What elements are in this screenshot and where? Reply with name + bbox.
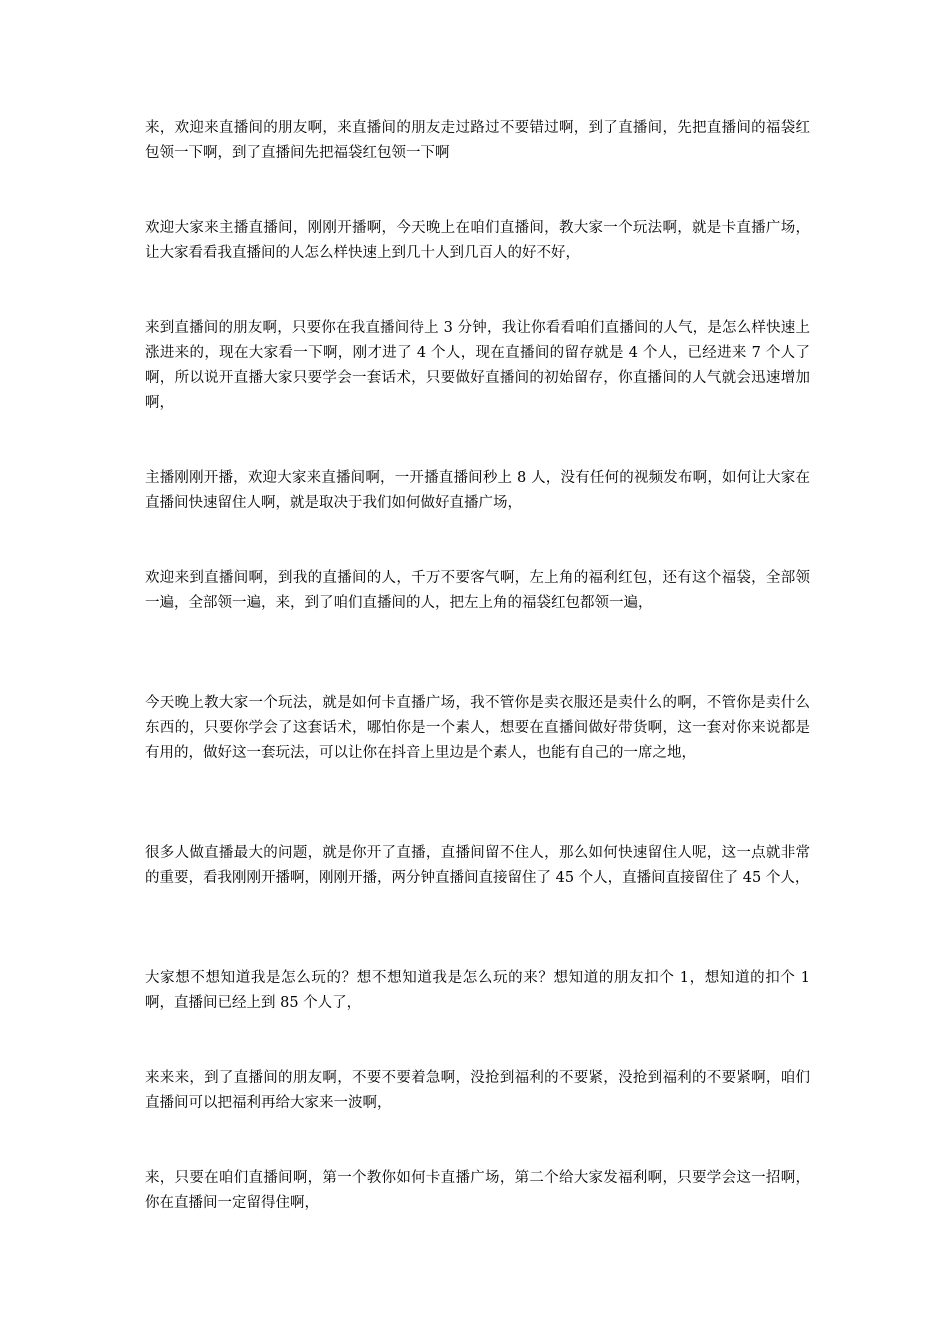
paragraph-4: 主播刚刚开播，欢迎大家来直播间啊，一开播直播间秒上 8 人，没有任何的视频发布啊，如何让大家在直播间快速留住人啊，就是取决于我们如何做好直播广场，	[145, 470, 810, 511]
paragraph-7: 很多人做直播最大的问题，就是你开了直播，直播间留不住人，那么如何快速留住人呢，这一点就非常的重要，看我刚刚开播啊，刚刚开播，两分钟直播间直接留住了 45 个人，直播间直接留住了 45 个人，	[145, 845, 810, 886]
paragraph-8: 大家想不想知道我是怎么玩的？想不想知道我是怎么玩的来？想知道的朋友扣个 1，想知道的扣个 1 啊，直播间已经上到 85 个人了，	[145, 970, 810, 1011]
paragraph-9: 来来来，到了直播间的朋友啊，不要不要着急啊，没抢到福利的不要紧，没抢到福利的不要紧啊，咱们直播间可以把福利再给大家来一波啊，	[145, 1070, 810, 1111]
paragraph-6: 今天晚上教大家一个玩法，就是如何卡直播广场，我不管你是卖衣服还是卖什么的啊，不管你是卖什么东西的，只要你学会了这套话术，哪怕你是一个素人，想要在直播间做好带货啊，这一套对你来说都是有用的，做好这一套玩法，可以让你在抖音上里边是个素人，也能有自己的一席之地，	[145, 695, 810, 761]
paragraph-2: 欢迎大家来主播直播间，刚刚开播啊，今天晚上在咱们直播间，教大家一个玩法啊，就是卡直播广场，让大家看看我直播间的人怎么样快速上到几十人到几百人的好不好，	[145, 220, 810, 261]
paragraph-3: 来到直播间的朋友啊，只要你在我直播间待上 3 分钟，我让你看看咱们直播间的人气，是怎么样快速上涨进来的，现在大家看一下啊，刚才进了 4 个人，现在直播间的留存就是 4 个人，已经进来 7 个人了啊，所以说开直播大家只要学会一套话术，只要做好直播间的初始留存，你直播间的人气就会迅速增加啊，	[145, 320, 810, 411]
paragraph-1: 来，欢迎来直播间的朋友啊，来直播间的朋友走过路过不要错过啊，到了直播间，先把直播间的福袋红包领一下啊，到了直播间先把福袋红包领一下啊	[145, 120, 810, 161]
paragraph-5: 欢迎来到直播间啊，到我的直播间的人，千万不要客气啊，左上角的福利红包，还有这个福袋，全部领一遍，全部领一遍，来，到了咱们直播间的人，把左上角的福袋红包都领一遍，	[145, 570, 810, 611]
paragraph-10: 来，只要在咱们直播间啊，第一个教你如何卡直播广场，第二个给大家发福利啊，只要学会这一招啊，你在直播间一定留得住啊，	[145, 1170, 810, 1211]
